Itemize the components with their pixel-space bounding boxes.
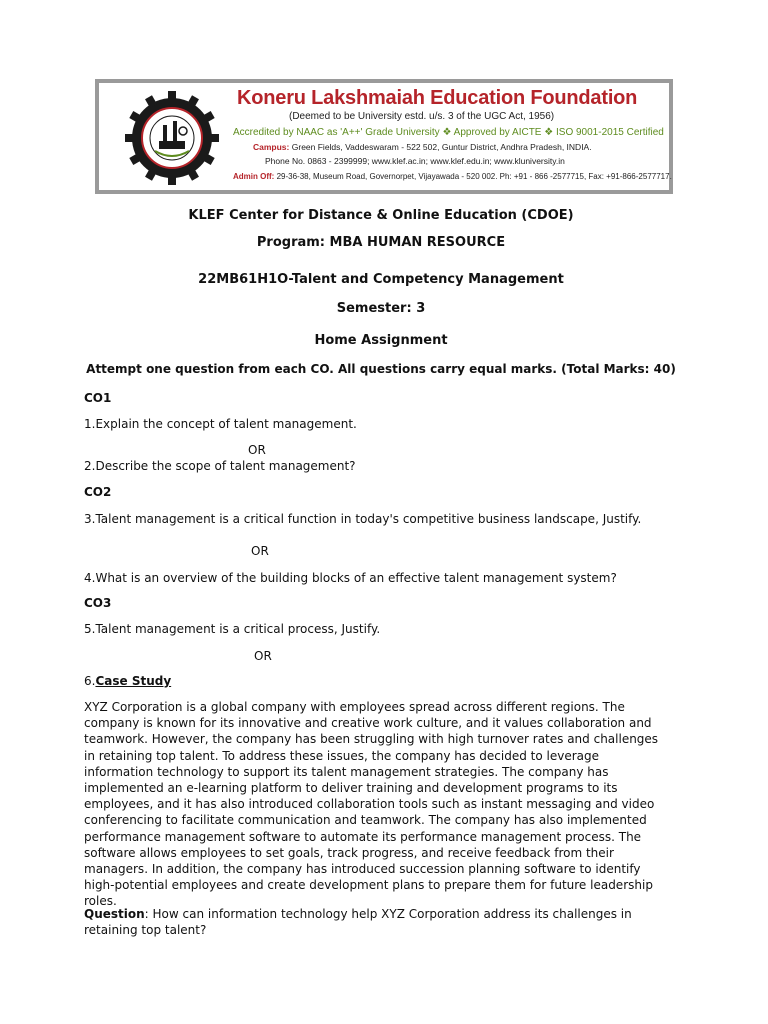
institution-header-banner — [95, 79, 673, 194]
admin-text: 29-36-38, Museum Road, Governorpet, Vijayawada - 520 002. Ph: +91 - 866 -2577715, Fax: +91-866-2577717. — [276, 172, 672, 181]
co2-label: CO2 — [84, 485, 112, 499]
co1-label: CO1 — [84, 391, 112, 405]
phone-websites-line: Phone No. 0863 - 2399999; www.klef.ac.in; www.klef.edu.in; www.kluniversity.in — [265, 156, 565, 166]
case-study-text: XYZ Corporation is a global company with employees spread across different regions. The company is known for its innovative and creative work culture, and it values collaboration and teamwork. However, the company has been struggling with high turnover rates and challenges in retaining top talent. To address these issues, the company has decided to leverage information technology to support its talent management strategies. The company has implemented an e-learning platform to deliver training and development programs to its employees, and it has also introduced collaboration tools such as instant messaging and video conferencing to facilitate communication and teamwork. The company has also implemented performance management software to automate its performance management process. The software allows employees to set goals, track progress, and receive feedback from their managers. In addition, the company has introduced succession planning software to identify high-potential employees and create development plans to prepare them for future leadership roles. — [84, 700, 659, 909]
center-name-heading: KLEF Center for Distance & Online Education (CDOE) — [188, 208, 574, 223]
semester-heading: Semester: 3 — [336, 301, 426, 316]
campus-label: Campus: — [253, 142, 290, 152]
case-study-question — [84, 906, 672, 938]
question-5: 5.Talent management is a critical process, Justify. — [84, 622, 381, 636]
question-2: 2.Describe the scope of talent management? — [84, 459, 356, 473]
question-body: : How can information technology help XYZ Corporation address its challenges in retaining top talent? — [84, 907, 632, 938]
question-6-number: 6. — [84, 674, 96, 688]
question-label: Question — [84, 907, 145, 921]
admin-label: Admin Off: — [233, 172, 275, 181]
co3-label: CO3 — [84, 596, 112, 610]
question-1: 1.Explain the concept of talent management. — [84, 417, 357, 431]
accreditation-line: Accredited by NAAC as 'A++' Grade University ❖ Approved by AICTE ❖ ISO 9001-2015 Certified — [233, 127, 664, 138]
case-study-title: Case Study — [95, 674, 172, 688]
question-6-heading — [84, 674, 171, 688]
co2-or-separator: OR — [251, 544, 269, 558]
campus-address-line — [253, 142, 592, 152]
institution-name: Koneru Lakshmaiah Education Foundation — [237, 87, 638, 109]
admin-office-line — [233, 172, 672, 181]
question-4: 4.What is an overview of the building blocks of an effective talent management system? — [84, 571, 617, 585]
co3-or-separator: OR — [254, 649, 272, 663]
case-study-question-text — [84, 906, 672, 938]
co1-or-separator: OR — [248, 443, 266, 457]
campus-text: Green Fields, Vaddeswaram - 522 502, Guntur District, Andhra Pradesh, INDIA. — [291, 142, 592, 152]
program-heading: Program: MBA HUMAN RESOURCE — [256, 235, 506, 250]
assignment-title: Home Assignment — [314, 333, 448, 348]
question-3: 3.Talent management is a critical function in today's competitive business landscape, Justify. — [84, 512, 642, 526]
case-study-body — [84, 699, 672, 910]
university-seal-icon — [125, 91, 219, 185]
course-heading: 22MB61H1O-Talent and Competency Management — [198, 272, 564, 287]
instructions-line: Attempt one question from each CO. All questions carry equal marks. (Total Marks: 40) — [86, 362, 676, 376]
deemed-university-note: (Deemed to be University estd. u/s. 3 of the UGC Act, 1956) — [289, 111, 555, 122]
